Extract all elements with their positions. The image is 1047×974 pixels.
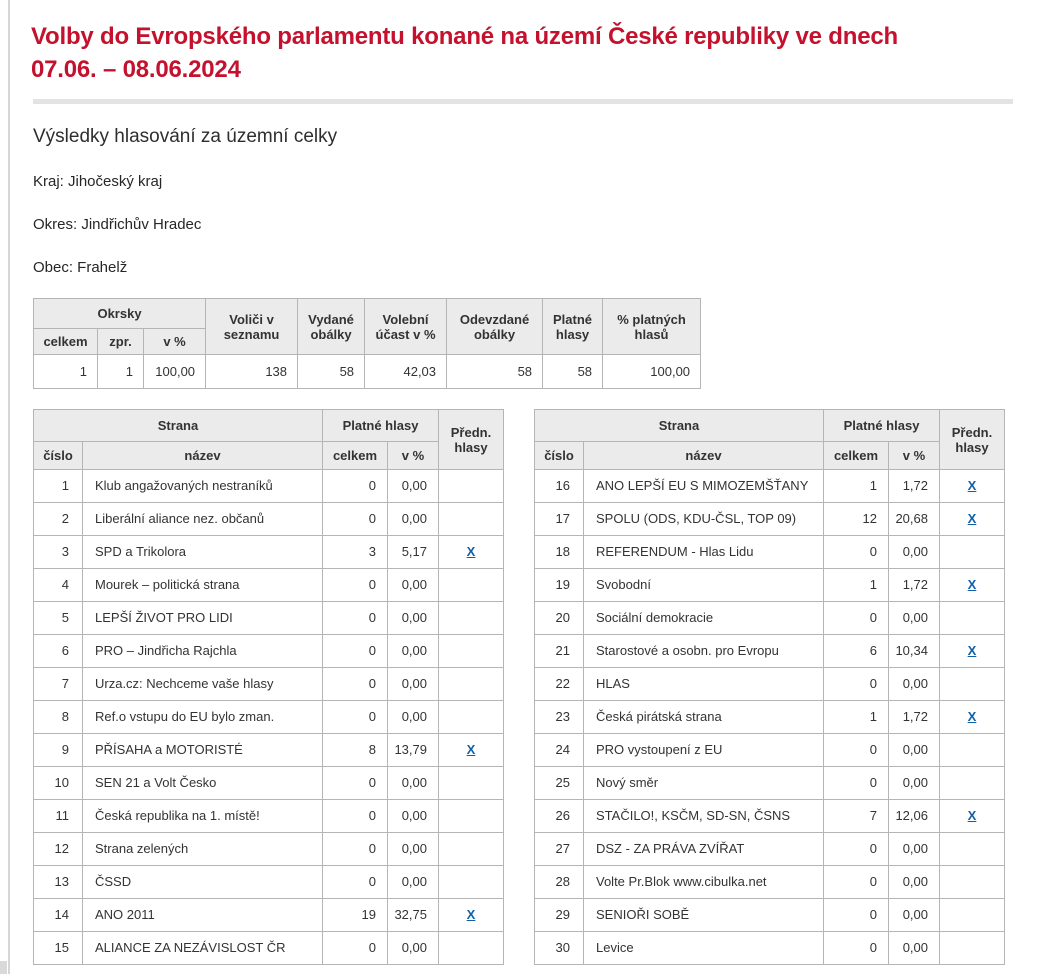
- col-strana-header: Strana: [34, 410, 323, 442]
- party-tables-row: [33, 409, 1013, 965]
- party-number: 24: [535, 734, 584, 767]
- preferential-votes-cell: [940, 668, 1005, 701]
- party-number: 3: [34, 536, 83, 569]
- preferential-votes-cell: [439, 668, 504, 701]
- preferential-votes-cell: [439, 503, 504, 536]
- party-votes-total: 1: [824, 701, 889, 734]
- party-name: Urza.cz: Nechceme vaše hlasy: [83, 668, 323, 701]
- party-name: Česká pirátská strana: [584, 701, 824, 734]
- party-row: [535, 734, 1005, 767]
- okres-line: Okres: Jindřichův Hradec: [33, 216, 202, 233]
- okrsky-vpct-value: 100,00: [144, 355, 206, 389]
- party-row: [535, 668, 1005, 701]
- party-votes-total: 0: [323, 569, 388, 602]
- section-title: Výsledky hlasování za územní celky: [33, 126, 338, 147]
- party-votes-total: 6: [824, 635, 889, 668]
- preferential-votes-cell[interactable]: [940, 470, 1005, 503]
- party-number: 4: [34, 569, 83, 602]
- party-name: SPD a Trikolora: [83, 536, 323, 569]
- party-votes-pct: 0,00: [388, 602, 439, 635]
- preferential-votes-link[interactable]: X: [466, 742, 476, 757]
- party-name: PRO vystoupení z EU: [584, 734, 824, 767]
- preferential-votes-cell[interactable]: [940, 503, 1005, 536]
- party-name: Česká republika na 1. místě!: [83, 800, 323, 833]
- party-name: ČSSD: [83, 866, 323, 899]
- volebni-ucast-value: 42,03: [365, 355, 447, 389]
- party-votes-pct: 0,00: [889, 866, 940, 899]
- preferential-votes-cell[interactable]: [940, 701, 1005, 734]
- preferential-votes-cell: [439, 701, 504, 734]
- party-table-left: [33, 409, 504, 965]
- party-name: Nový směr: [584, 767, 824, 800]
- party-votes-pct: 0,00: [889, 536, 940, 569]
- party-row: [535, 932, 1005, 965]
- party-number: 23: [535, 701, 584, 734]
- party-row: [34, 536, 504, 569]
- party-row: [535, 569, 1005, 602]
- party-row: [535, 503, 1005, 536]
- col-nazev-header: název: [83, 442, 323, 470]
- party-table-right: [534, 409, 1005, 965]
- preferential-votes-cell: [439, 569, 504, 602]
- party-votes-pct: 0,00: [388, 569, 439, 602]
- party-name: STAČILO!, KSČM, SD-SN, ČSNS: [584, 800, 824, 833]
- party-row: [535, 833, 1005, 866]
- party-votes-pct: 0,00: [388, 932, 439, 965]
- preferential-votes-link[interactable]: X: [466, 907, 476, 922]
- party-votes-pct: 12,06: [889, 800, 940, 833]
- party-number: 19: [535, 569, 584, 602]
- party-number: 6: [34, 635, 83, 668]
- party-row: [34, 767, 504, 800]
- col-celkem-header: celkem: [824, 442, 889, 470]
- party-votes-total: 0: [323, 668, 388, 701]
- party-number: 22: [535, 668, 584, 701]
- okrsky-zpr-value: 1: [98, 355, 144, 389]
- party-votes-pct: 0,00: [388, 470, 439, 503]
- party-number: 30: [535, 932, 584, 965]
- preferential-votes-cell[interactable]: [439, 734, 504, 767]
- col-nazev-header: název: [584, 442, 824, 470]
- preferential-votes-cell: [439, 635, 504, 668]
- preferential-votes-cell: [439, 800, 504, 833]
- party-votes-total: 0: [824, 866, 889, 899]
- party-votes-total: 19: [323, 899, 388, 932]
- party-votes-total: 3: [323, 536, 388, 569]
- preferential-votes-link[interactable]: X: [967, 709, 977, 724]
- party-votes-total: 7: [824, 800, 889, 833]
- party-row: [535, 602, 1005, 635]
- party-number: 15: [34, 932, 83, 965]
- preferential-votes-cell: [940, 602, 1005, 635]
- odevzdane-obalky-value: 58: [447, 355, 543, 389]
- party-number: 17: [535, 503, 584, 536]
- party-votes-total: 8: [323, 734, 388, 767]
- party-votes-pct: 0,00: [889, 932, 940, 965]
- party-name: Mourek – politická strana: [83, 569, 323, 602]
- col-celkem-header: celkem: [323, 442, 388, 470]
- party-number: 18: [535, 536, 584, 569]
- party-row: [535, 899, 1005, 932]
- party-votes-total: 0: [323, 932, 388, 965]
- preferential-votes-cell[interactable]: [439, 536, 504, 569]
- party-row: [535, 470, 1005, 503]
- party-row: [535, 767, 1005, 800]
- summary-header-platne-hlasy: Platné hlasy: [543, 299, 603, 355]
- party-votes-pct: 10,34: [889, 635, 940, 668]
- party-row: [535, 635, 1005, 668]
- party-votes-total: 0: [824, 734, 889, 767]
- party-number: 28: [535, 866, 584, 899]
- summary-table: [33, 298, 701, 389]
- preferential-votes-cell: [940, 536, 1005, 569]
- party-row: [34, 569, 504, 602]
- party-votes-pct: 5,17: [388, 536, 439, 569]
- party-row: [34, 833, 504, 866]
- preferential-votes-cell: [439, 470, 504, 503]
- title-divider: [33, 99, 1013, 104]
- party-number: 14: [34, 899, 83, 932]
- party-name: Liberální aliance nez. občanů: [83, 503, 323, 536]
- preferential-votes-link[interactable]: X: [967, 478, 977, 493]
- party-number: 9: [34, 734, 83, 767]
- party-votes-pct: 0,00: [388, 767, 439, 800]
- preferential-votes-cell: [940, 899, 1005, 932]
- party-row: [34, 503, 504, 536]
- obec-line: Obec: Frahelž: [33, 259, 128, 276]
- party-row: [34, 866, 504, 899]
- party-votes-total: 1: [824, 470, 889, 503]
- party-votes-pct: 1,72: [889, 569, 940, 602]
- party-name: DSZ - ZA PRÁVA ZVÍŘAT: [584, 833, 824, 866]
- party-number: 13: [34, 866, 83, 899]
- preferential-votes-link[interactable]: X: [967, 643, 977, 658]
- party-name: Svobodní: [584, 569, 824, 602]
- pct-platnych-value: 100,00: [603, 355, 701, 389]
- party-number: 11: [34, 800, 83, 833]
- party-number: 25: [535, 767, 584, 800]
- party-number: 27: [535, 833, 584, 866]
- summary-header-zpr: zpr.: [98, 329, 144, 355]
- party-name: REFERENDUM - Hlas Lidu: [584, 536, 824, 569]
- party-number: 29: [535, 899, 584, 932]
- preferential-votes-link[interactable]: X: [967, 511, 977, 526]
- party-row: [34, 734, 504, 767]
- summary-header-okrsky: Okrsky: [34, 299, 206, 329]
- party-votes-total: 0: [323, 833, 388, 866]
- party-votes-pct: 0,00: [889, 734, 940, 767]
- party-votes-pct: 0,00: [388, 503, 439, 536]
- party-votes-total: 0: [323, 866, 388, 899]
- preferential-votes-link[interactable]: X: [967, 577, 977, 592]
- party-row: [34, 800, 504, 833]
- party-name: ALIANCE ZA NEZÁVISLOST ČR: [83, 932, 323, 965]
- party-votes-total: 0: [323, 800, 388, 833]
- party-number: 20: [535, 602, 584, 635]
- party-row: [34, 635, 504, 668]
- preferential-votes-cell[interactable]: [940, 800, 1005, 833]
- party-row: [535, 800, 1005, 833]
- col-platne-hlasy-header: Platné hlasy: [824, 410, 940, 442]
- col-cislo-header: číslo: [34, 442, 83, 470]
- preferential-votes-cell: [940, 833, 1005, 866]
- party-votes-total: 0: [824, 899, 889, 932]
- preferential-votes-cell: [439, 866, 504, 899]
- vydane-obalky-value: 58: [298, 355, 365, 389]
- party-row: [535, 701, 1005, 734]
- party-votes-total: 0: [323, 767, 388, 800]
- col-predn-hlasy-header: Předn. hlasy: [439, 410, 504, 470]
- party-votes-total: 0: [323, 635, 388, 668]
- party-name: SENIOŘI SOBĚ: [584, 899, 824, 932]
- party-votes-pct: 20,68: [889, 503, 940, 536]
- party-name: Sociální demokracie: [584, 602, 824, 635]
- party-name: Klub angažovaných nestraníků: [83, 470, 323, 503]
- party-number: 16: [535, 470, 584, 503]
- party-number: 8: [34, 701, 83, 734]
- party-number: 26: [535, 800, 584, 833]
- party-name: Volte Pr.Blok www.cibulka.net: [584, 866, 824, 899]
- party-row: [34, 668, 504, 701]
- col-strana-header: Strana: [535, 410, 824, 442]
- party-name: HLAS: [584, 668, 824, 701]
- col-vpct-header: v %: [889, 442, 940, 470]
- party-number: 7: [34, 668, 83, 701]
- party-name: SPOLU (ODS, KDU-ČSL, TOP 09): [584, 503, 824, 536]
- party-name: ANO 2011: [83, 899, 323, 932]
- party-row: [34, 932, 504, 965]
- party-votes-total: 0: [323, 602, 388, 635]
- summary-header-vydane-obalky: Vydané obálky: [298, 299, 365, 355]
- party-votes-pct: 32,75: [388, 899, 439, 932]
- party-votes-pct: 0,00: [388, 833, 439, 866]
- party-name: Ref.o vstupu do EU bylo zman.: [83, 701, 323, 734]
- summary-header-volici: Voliči v seznamu: [206, 299, 298, 355]
- volici-value: 138: [206, 355, 298, 389]
- party-votes-total: 1: [824, 569, 889, 602]
- party-votes-total: 0: [824, 833, 889, 866]
- page-title-line-2: 07.06. – 08.06.2024: [31, 56, 241, 83]
- preferential-votes-cell[interactable]: [940, 569, 1005, 602]
- summary-header-odevzdane-obalky: Odevzdané obálky: [447, 299, 543, 355]
- summary-header-pct-platnych: % platných hlasů: [603, 299, 701, 355]
- party-number: 2: [34, 503, 83, 536]
- preferential-votes-cell: [439, 602, 504, 635]
- col-platne-hlasy-header: Platné hlasy: [323, 410, 439, 442]
- party-row: [34, 470, 504, 503]
- col-cislo-header: číslo: [535, 442, 584, 470]
- party-name: ANO LEPŠÍ EU S MIMOZEMŠŤANY: [584, 470, 824, 503]
- party-votes-total: 0: [824, 536, 889, 569]
- kraj-line: Kraj: Jihočeský kraj: [33, 173, 163, 190]
- party-votes-pct: 0,00: [889, 668, 940, 701]
- party-votes-pct: 0,00: [889, 602, 940, 635]
- preferential-votes-link[interactable]: X: [967, 808, 977, 823]
- party-votes-pct: 13,79: [388, 734, 439, 767]
- party-votes-pct: 1,72: [889, 701, 940, 734]
- party-name: PRO – Jindřicha Rajchla: [83, 635, 323, 668]
- page-title-line-1: Volby do Evropského parlamentu konané na území České republiky ve dnech: [31, 23, 898, 50]
- party-number: 10: [34, 767, 83, 800]
- page-title: [31, 20, 1013, 86]
- party-votes-total: 12: [824, 503, 889, 536]
- party-number: 1: [34, 470, 83, 503]
- party-name: Strana zelených: [83, 833, 323, 866]
- party-number: 5: [34, 602, 83, 635]
- party-row: [535, 866, 1005, 899]
- preferential-votes-cell: [439, 833, 504, 866]
- party-number: 12: [34, 833, 83, 866]
- party-votes-pct: 0,00: [388, 866, 439, 899]
- party-name: SEN 21 a Volt Česko: [83, 767, 323, 800]
- party-name: Starostové a osobn. pro Evropu: [584, 635, 824, 668]
- okrsky-celkem-value: 1: [34, 355, 98, 389]
- preferential-votes-cell: [940, 932, 1005, 965]
- party-number: 21: [535, 635, 584, 668]
- party-votes-total: 0: [824, 668, 889, 701]
- party-votes-pct: 1,72: [889, 470, 940, 503]
- col-predn-hlasy-header: Předn. hlasy: [940, 410, 1005, 470]
- summary-header-vpct: v %: [144, 329, 206, 355]
- preferential-votes-cell: [940, 866, 1005, 899]
- party-votes-pct: 0,00: [889, 899, 940, 932]
- party-votes-total: 0: [824, 602, 889, 635]
- preferential-votes-link[interactable]: X: [466, 544, 476, 559]
- preferential-votes-cell[interactable]: [940, 635, 1005, 668]
- party-row: [34, 602, 504, 635]
- preferential-votes-cell: [439, 767, 504, 800]
- party-votes-total: 0: [824, 932, 889, 965]
- col-vpct-header: v %: [388, 442, 439, 470]
- preferential-votes-cell: [940, 734, 1005, 767]
- bottom-left-corner-block: [0, 961, 7, 974]
- party-name: PŘÍSAHA a MOTORISTÉ: [83, 734, 323, 767]
- party-votes-pct: 0,00: [388, 635, 439, 668]
- main-content: [33, 0, 1013, 965]
- party-name: LEPŠÍ ŽIVOT PRO LIDI: [83, 602, 323, 635]
- party-votes-total: 0: [323, 503, 388, 536]
- summary-header-celkem: celkem: [34, 329, 98, 355]
- party-votes-pct: 0,00: [388, 701, 439, 734]
- preferential-votes-cell: [439, 932, 504, 965]
- party-row: [535, 536, 1005, 569]
- page-left-border: [8, 0, 10, 974]
- summary-values-row: [34, 355, 701, 389]
- party-row: [34, 701, 504, 734]
- party-votes-pct: 0,00: [388, 668, 439, 701]
- party-votes-total: 0: [323, 470, 388, 503]
- party-votes-total: 0: [824, 767, 889, 800]
- party-name: Levice: [584, 932, 824, 965]
- party-votes-pct: 0,00: [889, 833, 940, 866]
- party-votes-pct: 0,00: [388, 800, 439, 833]
- preferential-votes-cell: [940, 767, 1005, 800]
- party-row: [34, 899, 504, 932]
- platne-hlasy-value: 58: [543, 355, 603, 389]
- party-votes-pct: 0,00: [889, 767, 940, 800]
- party-votes-total: 0: [323, 701, 388, 734]
- summary-header-volebni-ucast: Volební účast v %: [365, 299, 447, 355]
- preferential-votes-cell[interactable]: [439, 899, 504, 932]
